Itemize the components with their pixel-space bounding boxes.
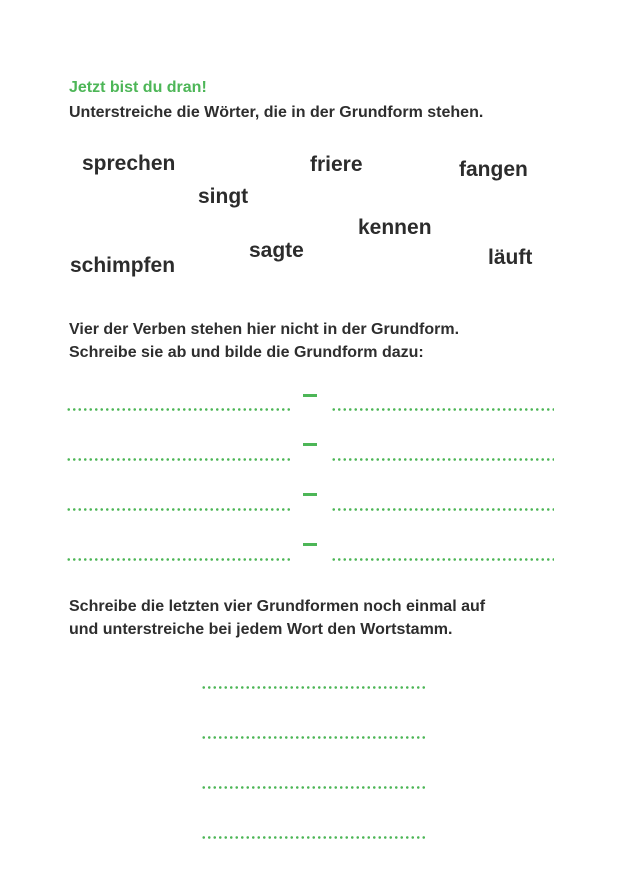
word-fangen[interactable]: fangen bbox=[459, 158, 528, 181]
word-sagte[interactable]: sagte bbox=[249, 239, 304, 262]
write-line-stem-3[interactable] bbox=[201, 786, 425, 789]
write-line-infinitive-4[interactable] bbox=[331, 558, 554, 561]
write-line-verb-3[interactable] bbox=[66, 508, 290, 511]
word-sprechen[interactable]: sprechen bbox=[82, 152, 176, 175]
task-instruction-verbs-line1: Vier der Verben stehen hier nicht in der Grundform. bbox=[69, 321, 460, 338]
write-line-stem-1[interactable] bbox=[201, 686, 425, 689]
dash-separator bbox=[303, 443, 317, 446]
write-line-verb-1[interactable] bbox=[66, 408, 290, 411]
task-instruction-stem-line2: und unterstreiche bei jedem Wort den Wortstamm. bbox=[69, 621, 453, 638]
write-line-stem-2[interactable] bbox=[201, 736, 425, 739]
task-instruction-underline: Unterstreiche die Wörter, die in der Grundform stehen. bbox=[69, 104, 484, 121]
write-line-verb-4[interactable] bbox=[66, 558, 290, 561]
word-laeuft[interactable]: läuft bbox=[488, 246, 533, 269]
task-instruction-stem-line1: Schreibe die letzten vier Grundformen noch einmal auf bbox=[69, 598, 486, 615]
dash-separator bbox=[303, 543, 317, 546]
write-line-infinitive-2[interactable] bbox=[331, 458, 554, 461]
task-instruction-verbs-line2: Schreibe sie ab und bilde die Grundform dazu: bbox=[69, 344, 424, 361]
word-friere[interactable]: friere bbox=[310, 153, 363, 176]
word-schimpfen[interactable]: schimpfen bbox=[70, 254, 176, 277]
write-line-verb-2[interactable] bbox=[66, 458, 290, 461]
write-line-stem-4[interactable] bbox=[201, 836, 425, 839]
dash-separator bbox=[303, 394, 317, 397]
dash-separator bbox=[303, 493, 317, 496]
word-kennen[interactable]: kennen bbox=[358, 216, 432, 239]
write-line-infinitive-3[interactable] bbox=[331, 508, 554, 511]
section-heading: Jetzt bist du dran! bbox=[69, 79, 207, 96]
word-singt[interactable]: singt bbox=[198, 185, 249, 208]
write-line-infinitive-1[interactable] bbox=[331, 408, 554, 411]
